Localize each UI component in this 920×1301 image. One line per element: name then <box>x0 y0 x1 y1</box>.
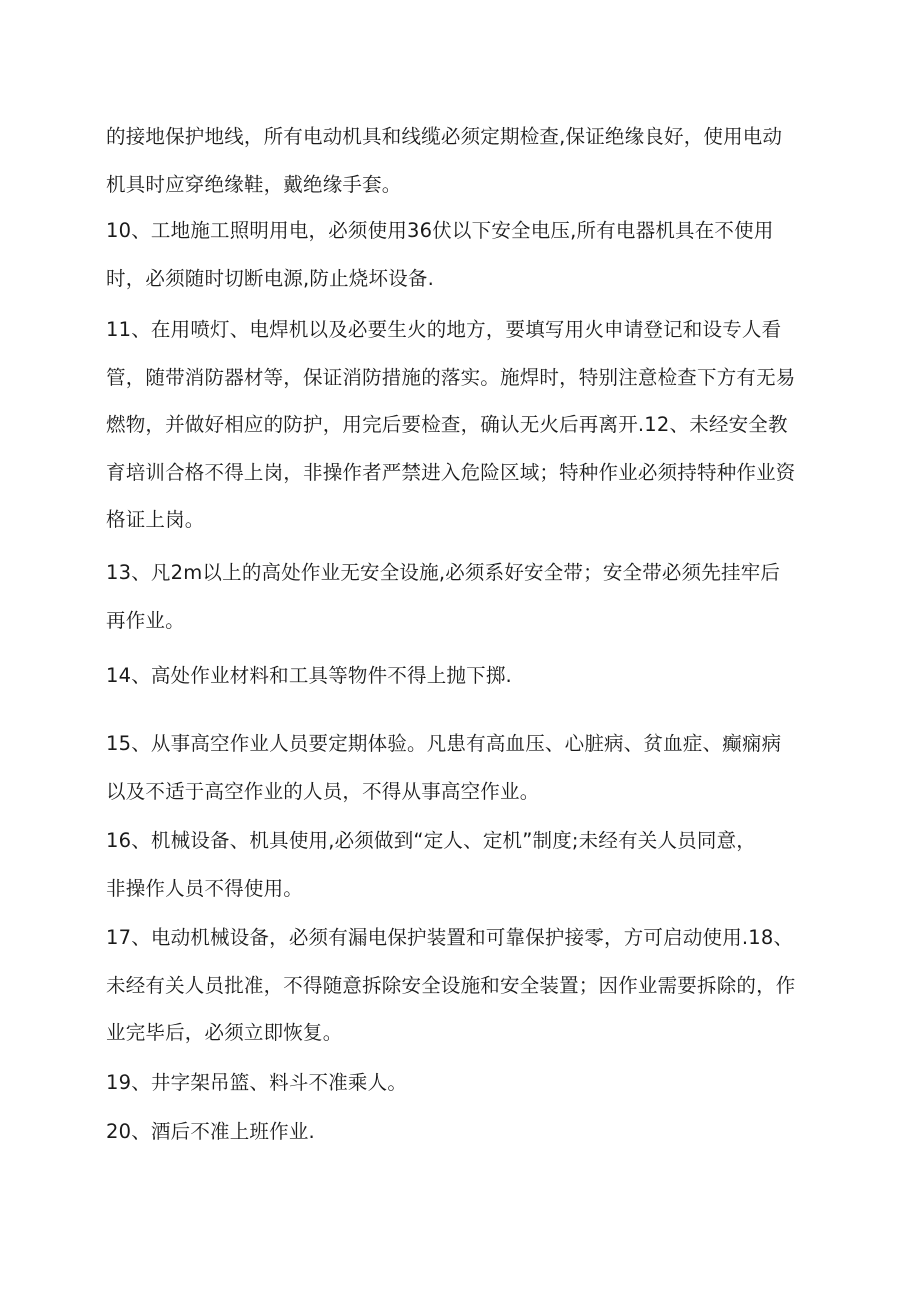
text-line: 11、在用喷灯、电焊机以及必要生火的地方，要填写用火申请登记和设专人看 <box>106 318 782 341</box>
text-line: 13、凡2m以上的高处作业无安全设施,必须系好安全带；安全带必须先挂牢后 <box>106 561 781 584</box>
text-line: 业完毕后，必须立即恢复。 <box>106 1021 343 1044</box>
text-line: 10、工地施工照明用电，必须使用36伏以下安全电压,所有电器机具在不使用 <box>106 219 774 242</box>
text-line: 以及不适于高空作业的人员，不得从事高空作业。 <box>106 779 540 803</box>
rule-20 <box>106 1108 818 1156</box>
rule-10 <box>106 207 818 302</box>
text-line: 格证上岗。 <box>106 508 205 531</box>
text-line: 机具时应穿绝缘鞋，戴绝缘手套。 <box>106 172 402 196</box>
rule-13 <box>106 549 818 644</box>
text-line: 15、从事高空作业人员要定期体验。凡患有高血压、心脏病、贫血症、癫痫病 <box>106 732 782 755</box>
text-line: 14、高处作业材料和工具等物件不得上抛下掷. <box>106 664 512 687</box>
text-line: 非操作人员不得使用。 <box>106 876 304 900</box>
rule-14 <box>106 652 818 700</box>
text-line: 19、井字架吊篮、料斗不准乘人。 <box>106 1071 408 1094</box>
text-line: 16、机械设备、机具使用,必须做到“定人、定机”制度;未经有关人员同意， <box>106 829 756 852</box>
rule-16 <box>106 817 818 912</box>
rule-15 <box>106 720 818 815</box>
safety-rules-text <box>106 113 818 208</box>
text-line: 育培训合格不得上岗，非操作者严禁进入危险区域；特种作业必须持特种作业资 <box>106 460 796 484</box>
text-line: 的接地保护地线，所有电动机具和线缆必须定期检查,保证绝缘良好，使用电动 <box>106 125 783 148</box>
text-line: 20、酒后不准上班作业. <box>106 1120 315 1143</box>
text-line: 燃物，并做好相应的防护，用完后要检查，确认无火后再离开.12、未经安全教 <box>106 413 788 436</box>
text-line: 17、电动机械设备，必须有漏电保护装置和可靠保护接零，方可启动使用.18、 <box>106 926 794 949</box>
text-line: 未经有关人员批准，不得随意拆除安全设施和安全装置；因作业需要拆除的，作 <box>106 973 796 997</box>
rule-11-12 <box>106 306 818 544</box>
text-line: 再作业。 <box>106 608 185 632</box>
rule-17-18 <box>106 914 818 1057</box>
rule-19 <box>106 1059 818 1107</box>
text-line: 时，必须随时切断电源,防止烧坏设备. <box>106 266 434 290</box>
text-line: 管，随带消防器材等，保证消防措施的落实。施焊时，特别注意检查下方有无易 <box>106 365 796 389</box>
